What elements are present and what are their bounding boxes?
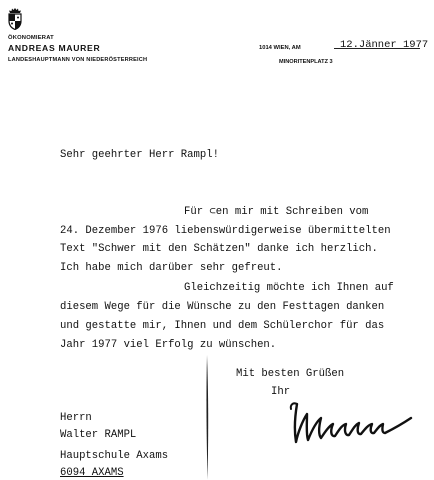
recipient-line: 6094 AXAMS [60, 467, 124, 479]
letterhead-name: ANDREAS MAURER [8, 43, 101, 53]
paragraph2-line: und gestatte mir, Ihnen und dem Schülerchor für das [60, 320, 385, 332]
closing-ihr: Ihr [271, 386, 291, 398]
letterhead-street: MINORITENPLATZ 3 [279, 59, 333, 65]
handwritten-signature [285, 396, 425, 452]
paragraph2-line: Gleichzeitig möchte ich Ihnen auf [184, 282, 394, 294]
coat-of-arms-icon [7, 8, 23, 30]
paragraph1-line: Für ⊂en mir mit Schreiben vom [184, 206, 369, 218]
recipient-line: Walter RAMPL [60, 429, 137, 441]
paragraph1-line: Text "Schwer mit den Schätzen" danke ich herzlich. [60, 243, 378, 255]
letterhead-office: LANDESHAUPTMANN VON NIEDERÖSTERREICH [8, 57, 148, 63]
closing-greeting: Mit besten Grüßen [236, 368, 345, 380]
fold-mark [200, 355, 214, 480]
recipient-line: Herrn [60, 412, 92, 424]
letterhead-title: ÖKONOMIERAT [8, 35, 54, 41]
salutation: Sehr geehrter Herr Rampl! [60, 149, 219, 161]
paragraph1-line: Ich habe mich darüber sehr gefreut. [60, 262, 283, 274]
paragraph2-line: Jahr 1977 viel Erfolg zu wünschen. [60, 339, 277, 351]
letterhead-city: 1014 WIEN, AM [259, 45, 301, 51]
letter-date: 12.Jänner 1977 [340, 39, 429, 51]
paragraph1-line: 24. Dezember 1976 liebenswürdigerweise übermittelten [60, 225, 391, 237]
paragraph2-line: diesem Wege für die Wünsche zu den Festtagen danken [60, 301, 385, 313]
recipient-line: Hauptschule Axams [60, 450, 169, 462]
